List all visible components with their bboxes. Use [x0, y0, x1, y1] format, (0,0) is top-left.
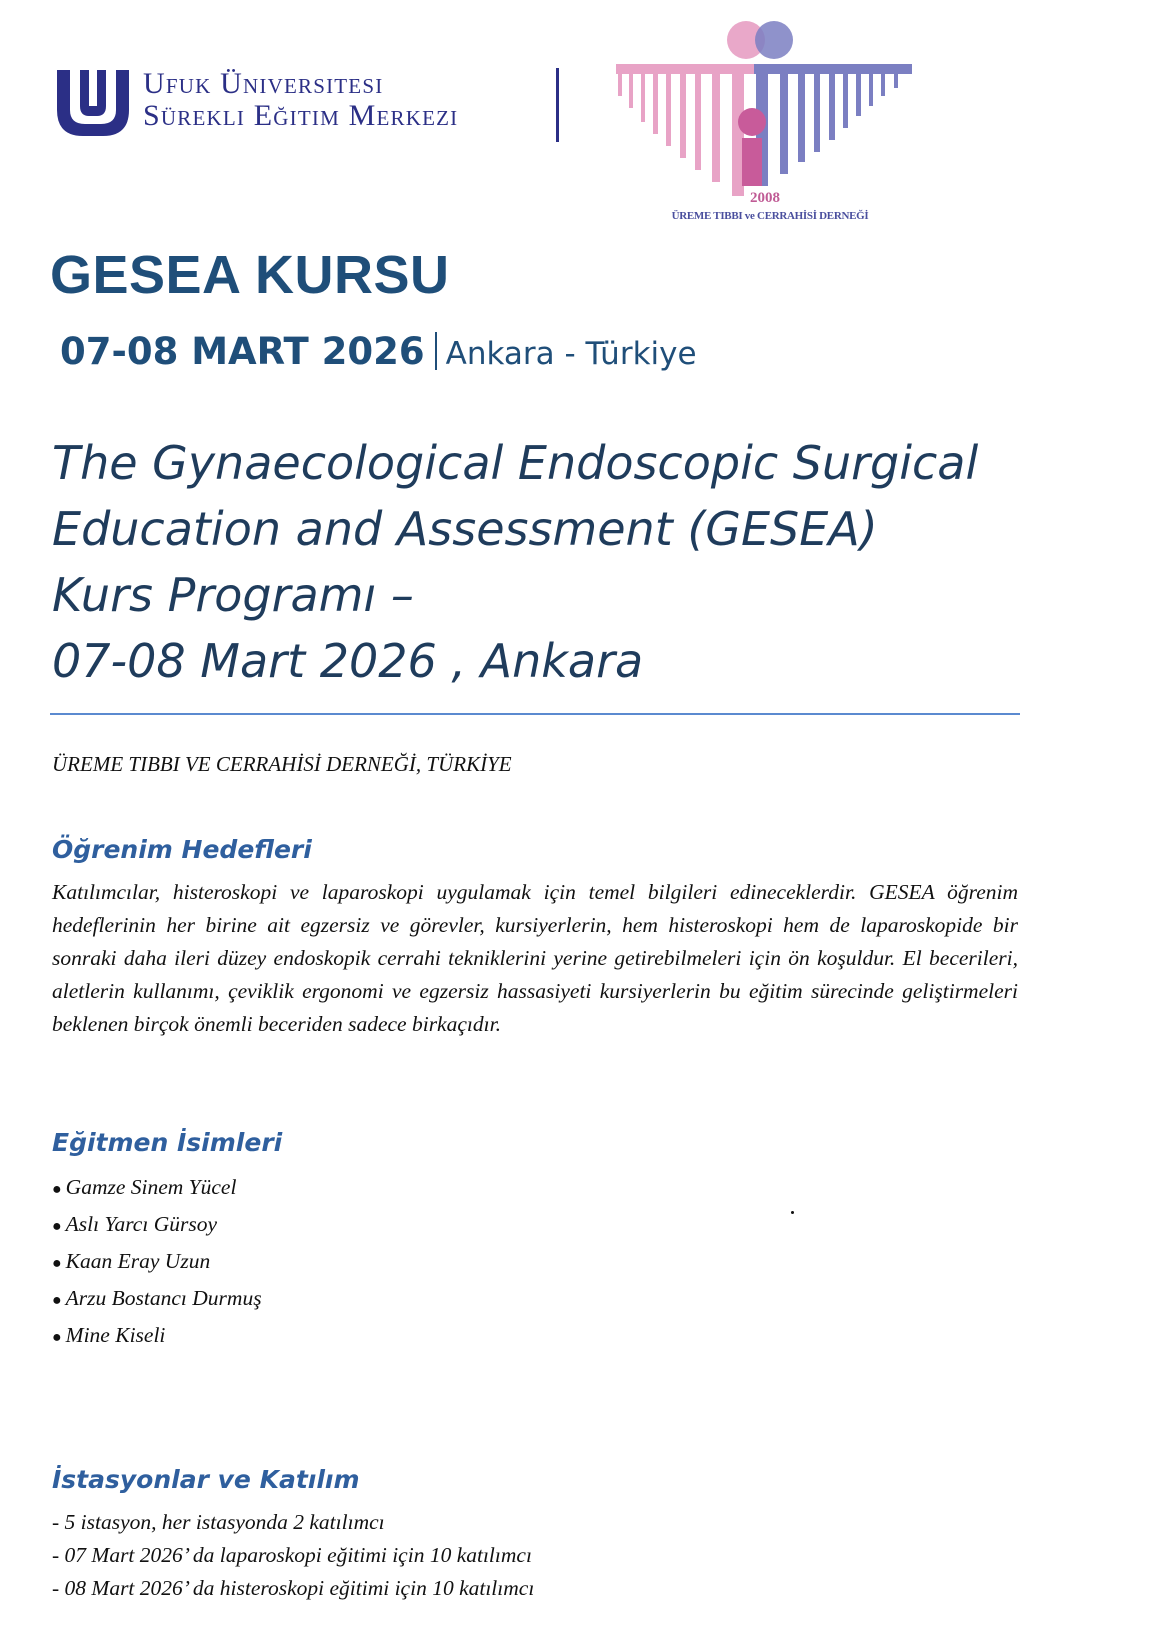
date-separator — [435, 332, 437, 370]
program-title-line-4: 07-08 Mart 2026 , Ankara — [52, 634, 644, 688]
stray-dot — [791, 1211, 794, 1214]
instructor-item — [52, 1318, 262, 1355]
course-date-line — [60, 330, 697, 373]
instructors-heading: Eğitmen İsimleri — [52, 1128, 283, 1157]
instructor-item — [52, 1281, 262, 1318]
title-divider — [50, 713, 1020, 715]
station-list — [52, 1506, 534, 1605]
bullet-icon: ● — [52, 1329, 62, 1346]
stations-heading: İstasyonlar ve Katılım — [52, 1465, 360, 1494]
program-title-line-3: Kurs Programı – — [52, 568, 414, 622]
society-year: 2008 — [750, 190, 780, 206]
bullet-icon: ● — [52, 1181, 62, 1198]
society-logo-icon — [614, 20, 914, 198]
course-title: GESEA KURSU — [50, 245, 450, 305]
instructor-name: Gamze Sinem Yücel — [65, 1175, 237, 1199]
instructor-item — [52, 1244, 262, 1281]
course-date: 07-08 MART 2026 — [60, 330, 425, 373]
instructor-item — [52, 1207, 262, 1244]
bullet-icon: ● — [52, 1218, 62, 1235]
program-title-line-1: The Gynaecological Endoscopic Surgical — [52, 436, 979, 490]
university-name — [143, 68, 458, 132]
program-title-line-2: Education and Assessment (GESEA) — [52, 502, 878, 556]
station-item: - 07 Mart 2026’ da laparoskopi eğitimi için 10 katılımcı — [52, 1543, 532, 1567]
station-item: - 5 istasyon, her istasyonda 2 katılımcı — [52, 1510, 385, 1534]
instructor-item — [52, 1170, 262, 1207]
society-name: ÜREME TIBBI ve CERRAHİSİ DERNEĞİ — [671, 210, 869, 222]
objectives-heading: Öğrenim Hedefleri — [52, 835, 312, 864]
course-place: Ankara - Türkiye — [445, 336, 697, 372]
instructor-name: Arzu Bostancı Durmuş — [65, 1286, 262, 1310]
organization-name: ÜREME TIBBI VE CERRAHİSİ DERNEĞİ, TÜRKİYE — [52, 752, 512, 776]
objectives-text: Katılımcılar, histeroskopi ve laparoskopi uygulamak için temel bilgileri edineceklerdir. GESEA öğrenim hedeflerinin her birine ait egzersiz ve görevler, kursiyerlerin, hem histeroskopi hem de laparoskopide bir sonraki daha ileri düzey endoskopik cerrahi tekniklerini yerine getirebilmeleri için ön koşuldur. El becerileri, aletlerin kullanımı, çeviklik ergonomi ve egzersiz hassasiyeti kursiyerlerin bu eğitim sürecinde geliştirmeleri beklenen birçok önemli beceriden sadece birkaçıdır. — [52, 880, 1018, 1036]
bullet-icon: ● — [52, 1255, 62, 1272]
university-name-line1: Ufuk Üniversitesi — [143, 67, 384, 100]
instructor-name: Mine Kiseli — [65, 1323, 166, 1347]
instructor-name: Kaan Eray Uzun — [65, 1249, 211, 1273]
instructor-name: Aslı Yarcı Gürsoy — [65, 1212, 217, 1236]
university-name-line2: Sürekli Eğitim Merkezi — [143, 99, 459, 132]
header-divider — [556, 68, 559, 142]
station-item: - 08 Mart 2026’ da histeroskopi eğitimi için 10 katılımcı — [52, 1576, 535, 1600]
bullet-icon: ● — [52, 1292, 62, 1309]
ufuk-logo-icon — [53, 66, 133, 140]
program-title — [52, 430, 1052, 694]
instructor-list — [52, 1170, 262, 1355]
